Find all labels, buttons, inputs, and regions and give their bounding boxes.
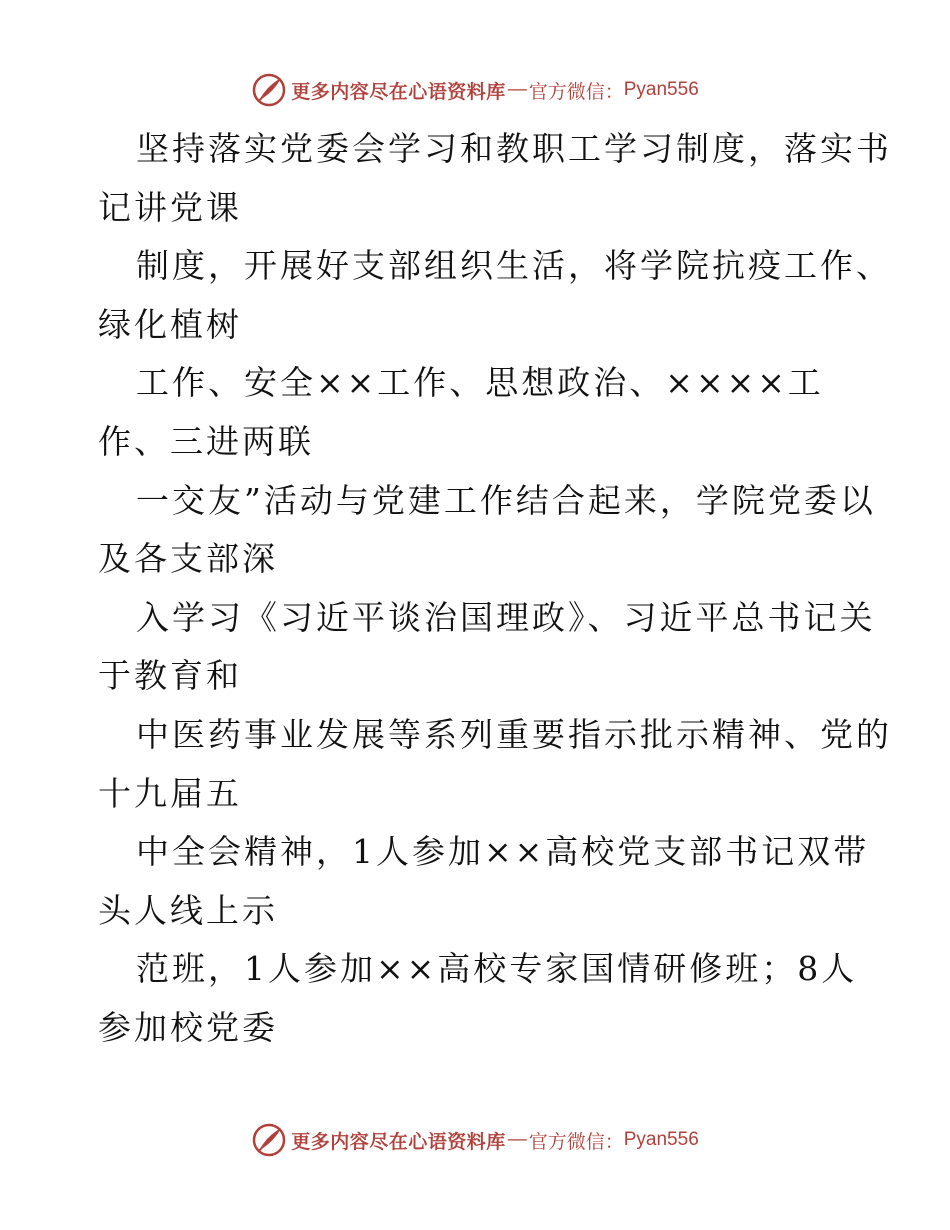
paragraph-line: 头人线上示	[98, 890, 278, 930]
banner-text: 更多内容尽在心语资料库	[291, 1130, 506, 1153]
paragraph-line: 记讲党课	[98, 187, 242, 227]
header-banner	[0, 70, 950, 110]
paragraph-line: 参加校党委	[98, 1007, 278, 1047]
quill-logo-icon	[251, 72, 287, 108]
banner-official-label: 官方微信：	[528, 1130, 624, 1153]
quill-logo-icon	[251, 1122, 287, 1158]
banner-official-label: 官方微信：	[528, 80, 624, 103]
footer-banner	[0, 1120, 950, 1160]
paragraph-line: 入学习《习近平谈治国理政》、习近平总书记关	[136, 597, 876, 637]
paragraph-line: 一交友”活动与党建工作结合起来，学院党委以	[136, 480, 876, 520]
paragraph-line: 制度，开展好支部组织生活，将学院抗疫工作、	[136, 246, 892, 286]
paragraph-line: 工作、安全××工作、思想政治、××××工	[136, 363, 824, 403]
paragraph-line: 范班，1人参加××高校专家国情研修班；8人	[136, 949, 858, 989]
banner-text: 更多内容尽在心语资料库	[291, 80, 506, 103]
paragraph-line: 十九届五	[98, 773, 242, 813]
paragraph-line: 绿化植树	[98, 304, 242, 344]
document-body	[98, 120, 892, 1058]
banner-separator: —	[507, 1129, 527, 1150]
paragraph-line: 中医药事业发展等系列重要指示批示精神、党的	[136, 714, 892, 754]
paragraph-line: 坚持落实党委会学习和教职工学习制度，落实书	[136, 129, 892, 168]
banner-wechat-id: Pyan556	[623, 1129, 699, 1150]
paragraph-line: 中全会精神，1人参加××高校党支部书记双带	[136, 832, 870, 872]
paragraph-line: 作、三进两联	[98, 421, 314, 461]
banner-wechat-id: Pyan556	[623, 79, 699, 100]
paragraph-line: 及各支部深	[98, 539, 278, 579]
paragraph-line: 于教育和	[98, 656, 242, 696]
banner-separator: —	[507, 79, 527, 100]
